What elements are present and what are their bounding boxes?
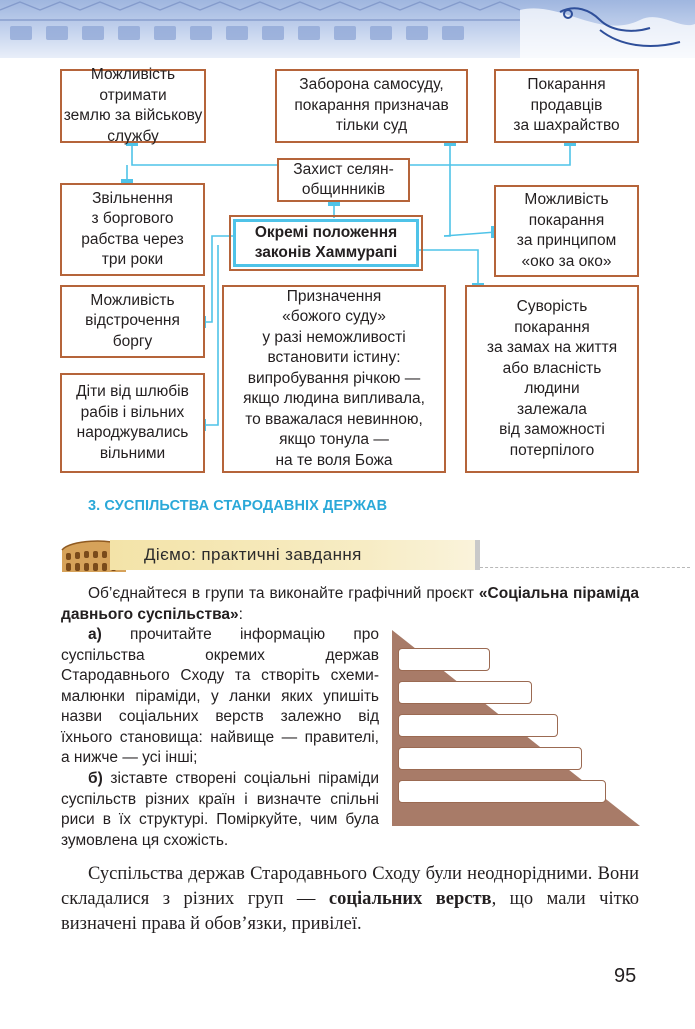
center-text: Окремі положення законів Хаммурапі [254, 223, 398, 261]
task-intro [61, 584, 639, 625]
pyramid-level [398, 681, 532, 704]
section-heading: 3. СУСПІЛЬСТВА СТАРОДАВНІХ ДЕРЖАВ [88, 498, 388, 514]
task-b-text: зіставте створені соціальні піраміди суспільств різних країн і визначте спільні риси в їх структурі. Поміркуйте, чим була зумовлена ця схожість. [61, 770, 379, 849]
task-a-label: а) [88, 626, 102, 643]
intro-end: : [238, 605, 243, 623]
diagram-node-peasants [277, 158, 410, 202]
task-b [61, 769, 379, 851]
diagram-node-sellers [494, 69, 639, 143]
diagram-node-children [60, 373, 205, 473]
body-term: соціальних верств [328, 889, 492, 909]
node-text: Захист селян- общинників [293, 160, 394, 198]
node-text: Звільнення з боргового рабства через три роки [81, 189, 184, 268]
body-paragraph [61, 862, 639, 937]
diagram-node-debt [60, 183, 205, 276]
node-text: Призначення «божого суду» у разі неможливості встановити істину: випробування річкою — якщо людина випливала, то вважалася невинною, якщо тонула — на те воля Божа [243, 287, 425, 469]
activity-title: Діємо: практичні завдання [144, 545, 362, 564]
pyramid-level [398, 714, 558, 737]
node-text: Суворість покарання за замах на життя або власність людини залежала від заможності потерпілого [486, 298, 618, 459]
node-text: Діти від шлюбів рабів і вільних народжувались вільними [76, 383, 189, 462]
body-text: Суспільства держав Стародавнього Сходу були неоднорідними. Вони складалися з різних груп — [61, 864, 639, 909]
diagram-node-ordeal [222, 285, 446, 473]
divider [480, 567, 690, 568]
pyramid-level [398, 648, 490, 671]
diagram-node-severity [465, 285, 639, 473]
node-text: Можливість відстрочення боргу [85, 291, 180, 350]
project-title: «Соціальна піраміда давнього суспільства» [61, 585, 639, 623]
task-a [61, 625, 379, 769]
activity-header [60, 536, 695, 574]
node-text: Заборона самосуду, покарання призначав тільки суд [294, 76, 449, 135]
diagram-node-selfjudge [275, 69, 468, 143]
task-a-text: прочитайте інформацію про суспільства окремих держав Стародавнього Сходу та створіть схеми-малюнки піраміди, у ланки яких упишіть назви соціальних верств залежно від їхнього становища: найвище — правителі, а нижче — усі інші; [61, 626, 379, 766]
page-number: 95 [614, 965, 637, 987]
task-b-label: б) [88, 770, 103, 787]
body-text-end: , що мали чітко визначені права й обов’язки, привілеї. [61, 889, 639, 934]
diagram-node-eye [494, 185, 639, 277]
node-text: Можливість отримати землю за військову службу [63, 66, 203, 145]
node-text: Покарання продавців за шахрайство [513, 76, 620, 135]
node-text: Можливість покарання за принципом «око за око» [516, 191, 617, 270]
social-pyramid [392, 630, 640, 826]
diagram-center-node [233, 219, 419, 267]
pyramid-level [398, 747, 582, 770]
diagram-node-land [60, 66, 206, 145]
pyramid-level [398, 780, 606, 803]
intro-text: Об’єднайтеся в групи та виконайте графічний проєкт [88, 585, 479, 602]
diagram-node-defer [60, 285, 205, 358]
